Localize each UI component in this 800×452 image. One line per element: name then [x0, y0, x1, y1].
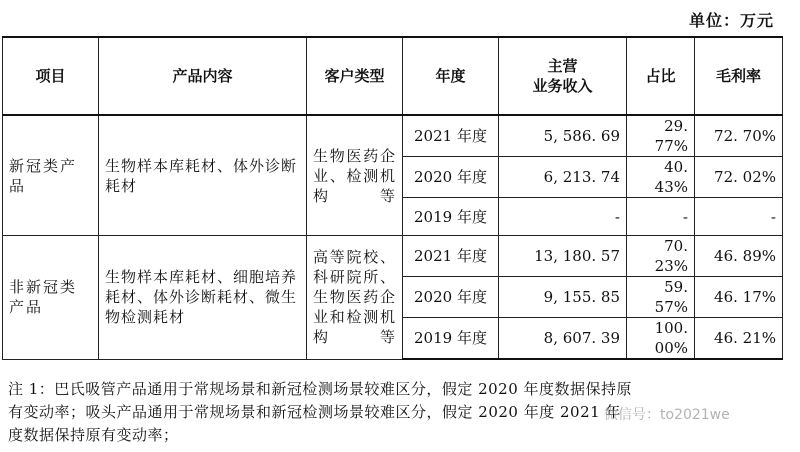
footnote-line-3: 度数据保持原有变动率；	[8, 426, 179, 444]
header-customer: 客户类型	[307, 37, 403, 115]
cell-margin: 46. 17%	[695, 277, 783, 318]
cell-revenue: 13, 180. 57	[499, 236, 627, 277]
cell-year: 2021 年度	[403, 236, 499, 277]
cell-share: 59. 57%	[627, 277, 695, 318]
cell-year: 2019 年度	[403, 198, 499, 236]
group-project: 新冠类产品	[3, 115, 99, 236]
table-row	[3, 115, 783, 157]
cell-year: 2021 年度	[403, 115, 499, 157]
unit-label: 单位：万元	[688, 11, 774, 30]
footnote-line-2: 有变动率；吸头产品通用于常规场景和新冠检测场景较难区分，假定 2020 年度 2021 年	[8, 403, 621, 421]
cell-revenue: 5, 586. 69	[499, 115, 627, 157]
cell-year: 2020 年度	[403, 277, 499, 318]
group-customer: 高等院校、科研院所、生物医药企业和检测机构等	[307, 236, 403, 360]
header-project: 项目	[3, 37, 99, 115]
cell-year: 2020 年度	[403, 157, 499, 198]
header-margin: 毛利率	[695, 37, 783, 115]
group-content: 生物样本库耗材、体外诊断耗材	[99, 115, 307, 236]
header-revenue	[499, 37, 627, 115]
cell-revenue: 9, 155. 85	[499, 277, 627, 318]
cell-revenue: 8, 607. 39	[499, 318, 627, 360]
cell-share: 29. 77%	[627, 115, 695, 157]
header-content: 产品内容	[99, 37, 307, 115]
table-header-row	[3, 37, 783, 115]
table-row	[3, 236, 783, 277]
cell-margin: 46. 89%	[695, 236, 783, 277]
cell-share: 100. 00%	[627, 318, 695, 360]
header-share: 占比	[627, 37, 695, 115]
cell-share: 70. 23%	[627, 236, 695, 277]
header-year: 年度	[403, 37, 499, 115]
group-customer: 生物医药企业、检测机构等	[307, 115, 403, 236]
cell-share: -	[627, 198, 695, 236]
cell-share: 40. 43%	[627, 157, 695, 198]
watermark: 微信号：to2021we	[604, 407, 730, 423]
footnote-line-1: 注 1：巴氏吸管产品通用于常规场景和新冠检测场景较难区分，假定 2020 年度数据保持原	[8, 380, 633, 398]
cell-revenue: 6, 213. 74	[499, 157, 627, 198]
header-revenue-line1: 主营	[547, 57, 578, 75]
group-content: 生物样本库耗材、细胞培养耗材、体外诊断耗材、微生物检测耗材	[99, 236, 307, 360]
cell-year: 2019 年度	[403, 318, 499, 360]
cell-margin: -	[695, 198, 783, 236]
header-revenue-line2: 业务收入	[532, 77, 593, 95]
group-project: 非新冠类产品	[3, 236, 99, 360]
cell-margin: 72. 70%	[695, 115, 783, 157]
cell-margin: 72. 02%	[695, 157, 783, 198]
cell-margin: 46. 21%	[695, 318, 783, 360]
cell-revenue: -	[499, 198, 627, 236]
revenue-table	[2, 36, 783, 360]
